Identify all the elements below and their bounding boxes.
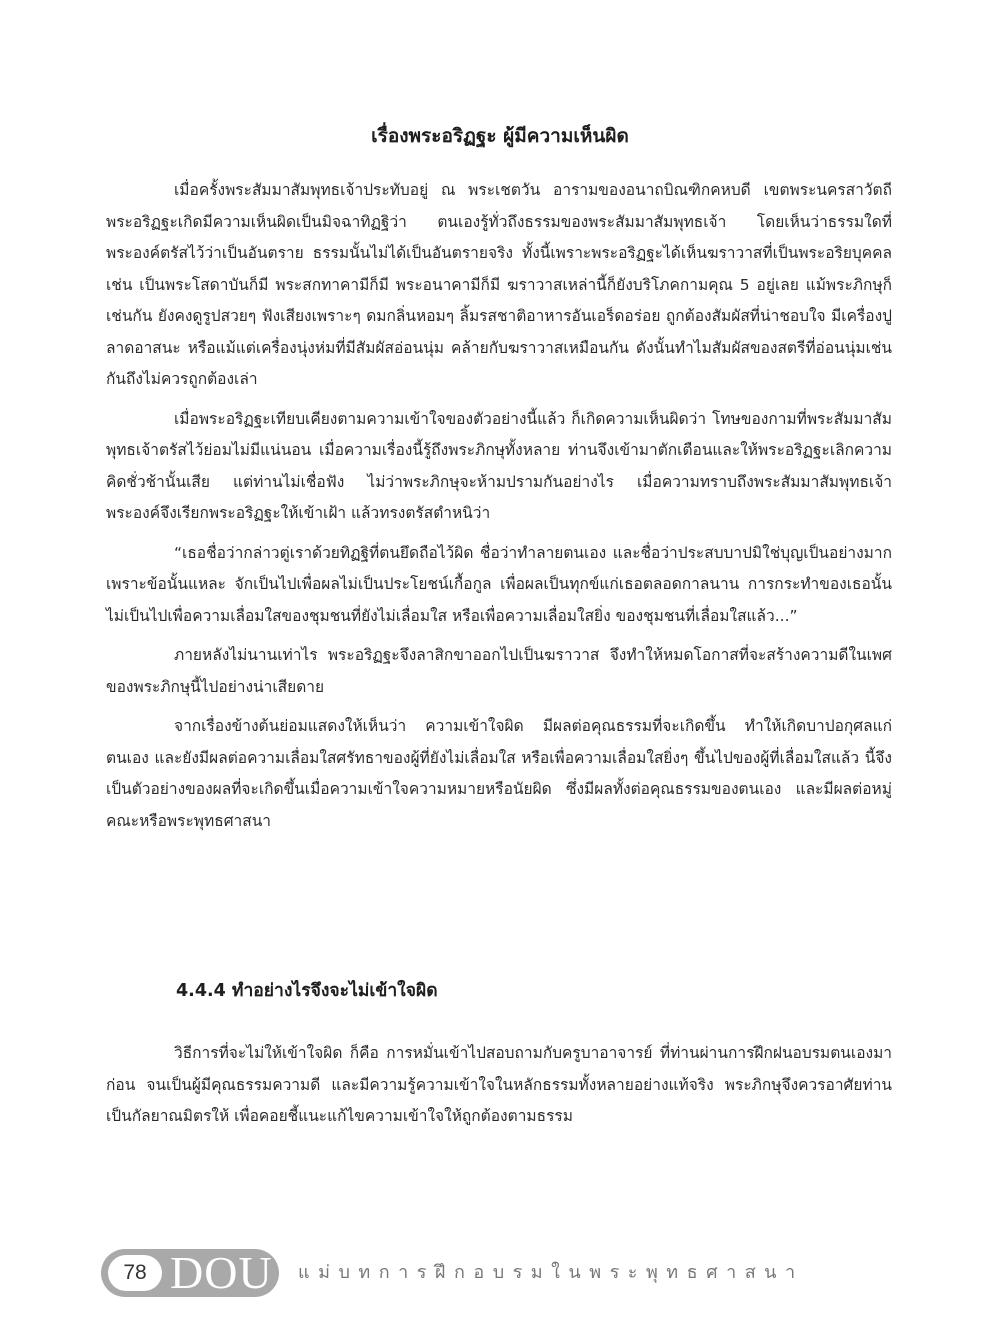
story-body [106,175,892,845]
paragraph-disrobing: ภายหลังไม่นานเท่าไร พระอริฏฐะจึงลาสิกขาออกไปเป็นฆราวาส จึงทำให้หมดโอกาสที่จะสร้างความดีในเพศของพระภิกษุนี้ไปอย่างน่าเสียดาย [106,646,892,696]
section-heading: 4.4.4 ทำอย่างไรจึงจะไม่เข้าใจผิด [176,981,438,1001]
section-body [106,1038,892,1141]
paragraph-method: วิธีการที่จะไม่ให้เข้าใจผิด ก็คือ การหมั่นเข้าไปสอบถามกับครูบาอาจารย์ ที่ท่านผ่านการฝึกฝนอบรมตนเองมาก่อน จนเป็นผู้มีคุณธรรมความดี และมีความรู้ความเข้าใจในหลักธรรมทั้งหลายอย่างแท้จริง พระภิกษุจึงควรอาศัยท่านเป็นกัลยาณมิตรให้ เพื่อคอยชี้แนะแก้ไขความเข้าใจให้ถูกต้องตามธรรม [106,1044,892,1125]
paragraph-intro: เมื่อครั้งพระสัมมาสัมพุทธเจ้าประทับอยู่ ณ พระเชตวัน อารามของอนาถบิณฑิกคหบดี เขตพระนครสาวัตถี พระอริฏฐะเกิดมีความเห็นผิดเป็นมิจฉาทิฏฐิว่า ตนเองรู้ทั่วถึงธรรมของพระสัมมาสัมพุทธเจ้า โดยเห็นว่าธรรมใดที่พระองค์ตรัสไว้ว่าเป็นอันตราย ธรรมนั้นไม่ได้เป็นอันตรายจริง ทั้งนี้เพราะพระอริฏฐะได้เห็นฆราวาสที่เป็นพระอริยบุคคล เช่น เป็นพระโสดาบันก็มี พระสกทาคามีก็มี พระอนาคามีก็มี ฆราวาสเหล่านี้ก็ยังบริโภคกามคุณ 5 อยู่เลย แม้พระภิกษุก็เช่นกัน ยังคงดูรูปสวยๆ ฟังเสียงเพราะๆ ดมกลิ่นหอมๆ ลิ้มรสชาติอาหารอันเอร็ดอร่อย ถูกต้องสัมผัสที่น่าชอบใจ มีเครื่องปูลาดอาสนะ หรือแม้แต่เครื่องนุ่งห่มที่มีสัมผัสอ่อนนุ่ม คล้ายกับฆราวาสเหมือนกัน ดังนั้นทำไมสัมผัสของสตรีที่อ่อนนุ่มเช่นกันถึงไม่ควรถูกต้องเล่า [106,181,892,388]
page-number: 78 [108,1255,162,1291]
book-title: แม่บทการฝึกอบรมในพระพุทธศาสนา [298,1262,804,1283]
paragraph-misunderstanding: เมื่อพระอริฏฐะเทียบเคียงตามความเข้าใจของตัวอย่างนี้แล้ว ก็เกิดความเห็นผิดว่า โทษของกามที่พระสัมมาสัมพุทธเจ้าตรัสไว้ย่อมไม่มีแน่นอน เมื่อความเรื่องนี้รู้ถึงพระภิกษุทั้งหลาย ท่านจึงเข้ามาตักเตือนและให้พระอริฏฐะเลิกความคิดชั่วช้านั้นเสีย แต่ท่านไม่เชื่อฟัง ไม่ว่าพระภิกษุจะห้ามปรามกันอย่างไร เมื่อความทราบถึงพระสัมมาสัมพุทธเจ้า พระองค์จึงเรียกพระอริฏฐะให้เข้าเฝ้า แล้วทรงตรัสตำหนิว่า [106,409,892,522]
dou-logo: DOU [170,1247,273,1298]
paragraph-lesson: จากเรื่องข้างต้นย่อมแสดงให้เห็นว่า ความเข้าใจผิด มีผลต่อคุณธรรมที่จะเกิดขึ้น ทำให้เกิดบาปอกุศลแก่ตนเอง และยังมีผลต่อความเลื่อมใสศรัทธาของผู้ที่ยังไม่เลื่อมใส หรือเพื่อความเลื่อมใสยิ่งๆ ขึ้นไปของผู้ที่เลื่อมใสแล้ว นี้จึงเป็นตัวอย่างของผลที่จะเกิดขึ้นเมื่อความเข้าใจความหมายหรือนัยผิด ซึ่งมีผลทั้งต่อคุณธรรมของตนเอง และมีผลต่อหมู่คณะหรือพระพุทธศาสนา [106,717,892,830]
paragraph-buddha-quote: “เธอชื่อว่ากล่าวตู่เราด้วยทิฏฐิที่ตนยึดถือไว้ผิด ชื่อว่าทำลายตนเอง และชื่อว่าประสบบาปมิใช่บุญเป็นอย่างมาก เพราะข้อนั้นแหละ จักเป็นไปเพื่อผลไม่เป็นประโยชน์เกื้อกูล เพื่อผลเป็นทุกข์แก่เธอตลอดกาลนาน การกระทำของเธอนั้น ไม่เป็นไปเพื่อความเลื่อมใสของชุมชนที่ยังไม่เลื่อมใส หรือเพื่อความเลื่อมใสยิ่ง ของชุมชนที่เลื่อมใสแล้ว...” [106,543,892,625]
story-title: เรื่องพระอริฏฐะ ผู้มีความเห็นผิด [371,125,629,147]
